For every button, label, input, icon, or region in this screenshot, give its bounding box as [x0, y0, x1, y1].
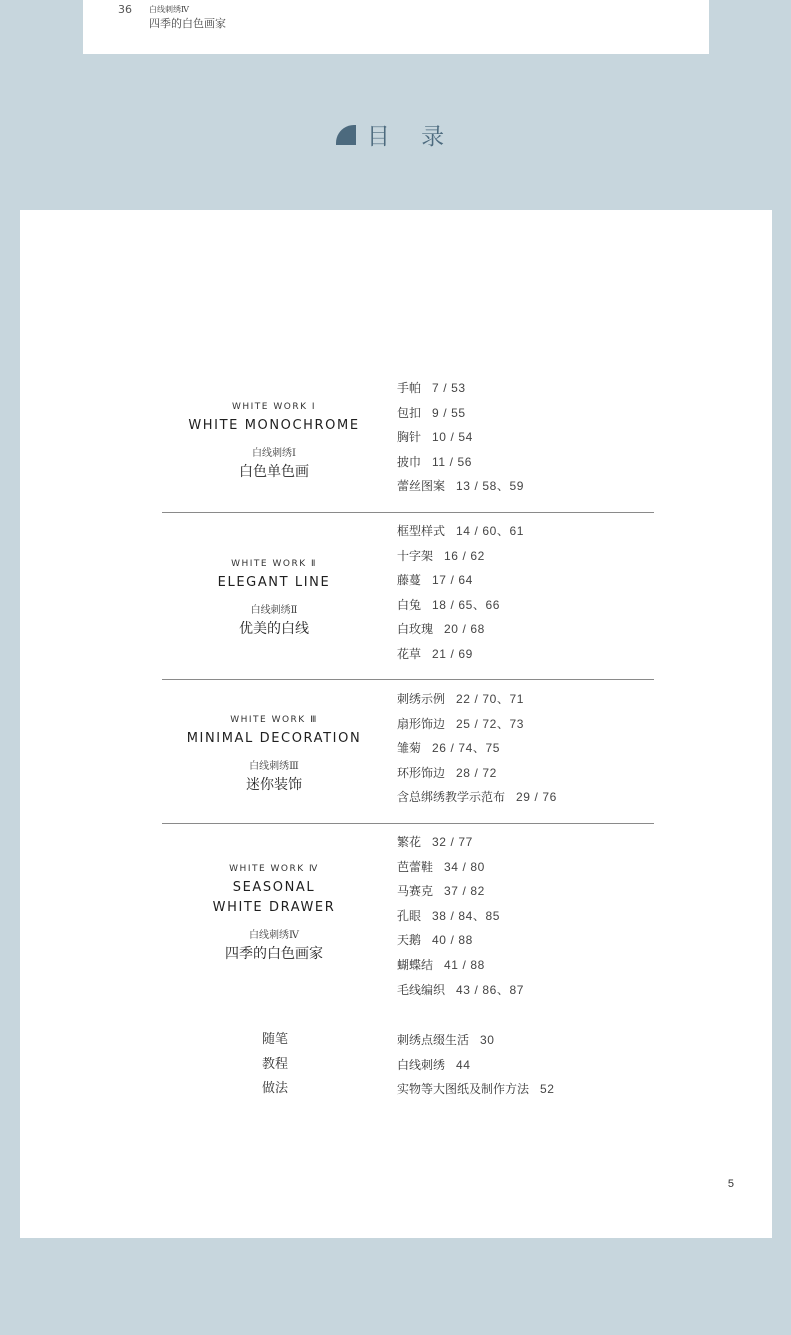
- toc-item[interactable]: [397, 1053, 555, 1078]
- item-pages: 14 / 60、61: [456, 524, 525, 538]
- toc-item[interactable]: [397, 617, 524, 642]
- section-divider: [162, 512, 654, 513]
- item-pages: 40 / 88: [432, 933, 473, 948]
- item-pages: 25 / 72、73: [456, 716, 525, 731]
- section-item-list: [397, 519, 524, 667]
- extra-label: 做法: [261, 1081, 288, 1097]
- item-name: 蕾丝图案: [397, 479, 446, 494]
- section-en-small: WHITE WORK I: [231, 402, 317, 412]
- toc-item[interactable]: [397, 474, 524, 499]
- section-cn-small: 白线刺绣Ⅲ: [249, 761, 299, 772]
- toc-item[interactable]: [397, 879, 524, 904]
- section-divider: [162, 823, 654, 824]
- item-name: 胸针: [397, 430, 422, 445]
- leaf-icon: [335, 124, 357, 146]
- section-cn-title: 四季的白色画家: [225, 946, 323, 962]
- section-en-small: WHITE WORK Ⅳ: [229, 864, 319, 874]
- item-name: 手帕: [397, 381, 422, 395]
- item-name: 孔眼: [397, 908, 422, 923]
- item-name: 马赛克: [397, 884, 434, 899]
- item-name: 刺绣示例: [397, 692, 446, 706]
- item-pages: 9 / 55: [432, 405, 466, 420]
- item-pages: 17 / 64: [432, 573, 473, 588]
- toc-item[interactable]: [397, 855, 524, 880]
- item-pages: 38 / 84、85: [432, 908, 501, 923]
- extras-labels: [245, 1028, 305, 1102]
- toc-item[interactable]: [397, 928, 524, 953]
- section-item-list: [397, 830, 524, 1002]
- item-pages: 52: [540, 1082, 555, 1097]
- item-name: 花草: [397, 646, 422, 661]
- section-item-list: [397, 376, 524, 499]
- extra-label: 随笔: [261, 1032, 288, 1047]
- item-name: 含总绑绣教学示范布: [397, 790, 506, 805]
- item-pages: 21 / 69: [432, 646, 473, 661]
- item-pages: 34 / 80: [444, 859, 485, 874]
- section-divider: [162, 679, 654, 680]
- item-name: 繁花: [397, 835, 422, 849]
- item-pages: 41 / 88: [444, 957, 485, 972]
- item-pages: 10 / 54: [432, 430, 473, 445]
- page-title: 目 录: [366, 124, 457, 150]
- item-name: 包扣: [397, 405, 422, 420]
- section-en-title: ELEGANT LINE: [217, 575, 331, 590]
- section-en-title: WHITE MONOCHROME: [188, 418, 360, 433]
- item-pages: 13 / 58、59: [456, 479, 525, 494]
- toc-item[interactable]: [397, 712, 557, 737]
- item-name: 披巾: [397, 454, 422, 469]
- toc-item[interactable]: [397, 904, 524, 929]
- toc-item[interactable]: [397, 1077, 555, 1102]
- item-name: 白玫瑰: [397, 622, 434, 637]
- item-pages: 30: [480, 1033, 495, 1047]
- item-pages: 37 / 82: [444, 884, 485, 899]
- toc-page: [20, 210, 772, 1238]
- toc-item[interactable]: [397, 401, 524, 426]
- section-header: [168, 559, 380, 638]
- item-name: 实物等大图纸及制作方法: [397, 1082, 530, 1097]
- item-pages: 43 / 86、87: [456, 982, 525, 997]
- toc-item[interactable]: [397, 425, 524, 450]
- toc-item[interactable]: [397, 519, 524, 544]
- item-name: 天鹅: [397, 933, 422, 948]
- item-pages: 28 / 72: [456, 765, 497, 780]
- section-cn-title: 白色单色画: [239, 464, 309, 480]
- item-pages: 32 / 77: [432, 835, 473, 849]
- item-name: 环形饰边: [397, 765, 446, 780]
- extra-label: 教程: [261, 1056, 288, 1072]
- item-pages: 26 / 74、75: [432, 741, 501, 756]
- item-name: 芭蕾鞋: [397, 859, 434, 874]
- prev-page-number: 36: [118, 3, 132, 16]
- item-name: 白线刺绣: [397, 1057, 446, 1072]
- section-cn-title: 迷你装饰: [246, 777, 302, 793]
- item-pages: 18 / 65、66: [432, 597, 501, 612]
- toc-item[interactable]: [397, 687, 557, 712]
- section-cn-small: 白线刺绣Ⅳ: [249, 930, 299, 941]
- item-name: 白兔: [397, 597, 422, 612]
- item-name: 毛线编织: [397, 982, 446, 997]
- section-cn-small: 白线刺绣Ⅰ: [252, 448, 296, 459]
- section-header: [168, 402, 380, 481]
- item-pages: 29 / 76: [516, 790, 557, 805]
- toc-heading: [0, 118, 791, 151]
- toc-item[interactable]: [397, 376, 524, 401]
- toc-item[interactable]: [397, 544, 524, 569]
- item-name: 框型样式: [397, 524, 446, 538]
- item-name: 十字架: [397, 548, 434, 563]
- section-header: [168, 864, 380, 963]
- page-number: 5: [727, 1178, 734, 1190]
- item-pages: 7 / 53: [432, 381, 466, 395]
- toc-item[interactable]: [397, 785, 557, 810]
- toc-item[interactable]: [397, 830, 524, 855]
- section-cn-small: 白线刺绣Ⅱ: [250, 605, 298, 616]
- extras-item-list: [397, 1028, 555, 1102]
- section-en-title: SEASONAL WHITE DRAWER: [212, 880, 336, 915]
- toc-item[interactable]: [397, 978, 524, 1003]
- item-name: 蝴蝶结: [397, 957, 434, 972]
- toc-item[interactable]: [397, 450, 524, 475]
- item-pages: 44: [456, 1057, 471, 1072]
- section-item-list: [397, 687, 557, 810]
- toc-item[interactable]: [397, 953, 524, 978]
- toc-item[interactable]: [397, 642, 524, 667]
- previous-page-strip: [83, 0, 709, 54]
- item-name: 刺绣点缀生活: [397, 1033, 470, 1047]
- prev-page-subtitle: 白线刺绣Ⅳ: [149, 5, 189, 14]
- toc-item[interactable]: [397, 736, 557, 761]
- prev-page-title: 四季的白色画家: [149, 17, 226, 30]
- toc-item[interactable]: [397, 568, 524, 593]
- item-pages: 11 / 56: [432, 454, 473, 469]
- section-cn-title: 优美的白线: [239, 621, 309, 637]
- item-pages: 20 / 68: [444, 622, 485, 637]
- section-en-title: MINIMAL DECORATION: [186, 731, 362, 746]
- section-en-small: WHITE WORK Ⅱ: [231, 559, 317, 569]
- item-pages: 22 / 70、71: [456, 692, 525, 706]
- item-name: 雏菊: [397, 741, 422, 756]
- section-en-small: WHITE WORK Ⅲ: [230, 715, 318, 725]
- section-header: [168, 715, 380, 794]
- item-name: 扇形饰边: [397, 716, 446, 731]
- toc-item[interactable]: [397, 1028, 555, 1053]
- item-name: 藤蔓: [397, 573, 422, 588]
- toc-item[interactable]: [397, 593, 524, 618]
- toc-item[interactable]: [397, 761, 557, 786]
- item-pages: 16 / 62: [444, 548, 485, 563]
